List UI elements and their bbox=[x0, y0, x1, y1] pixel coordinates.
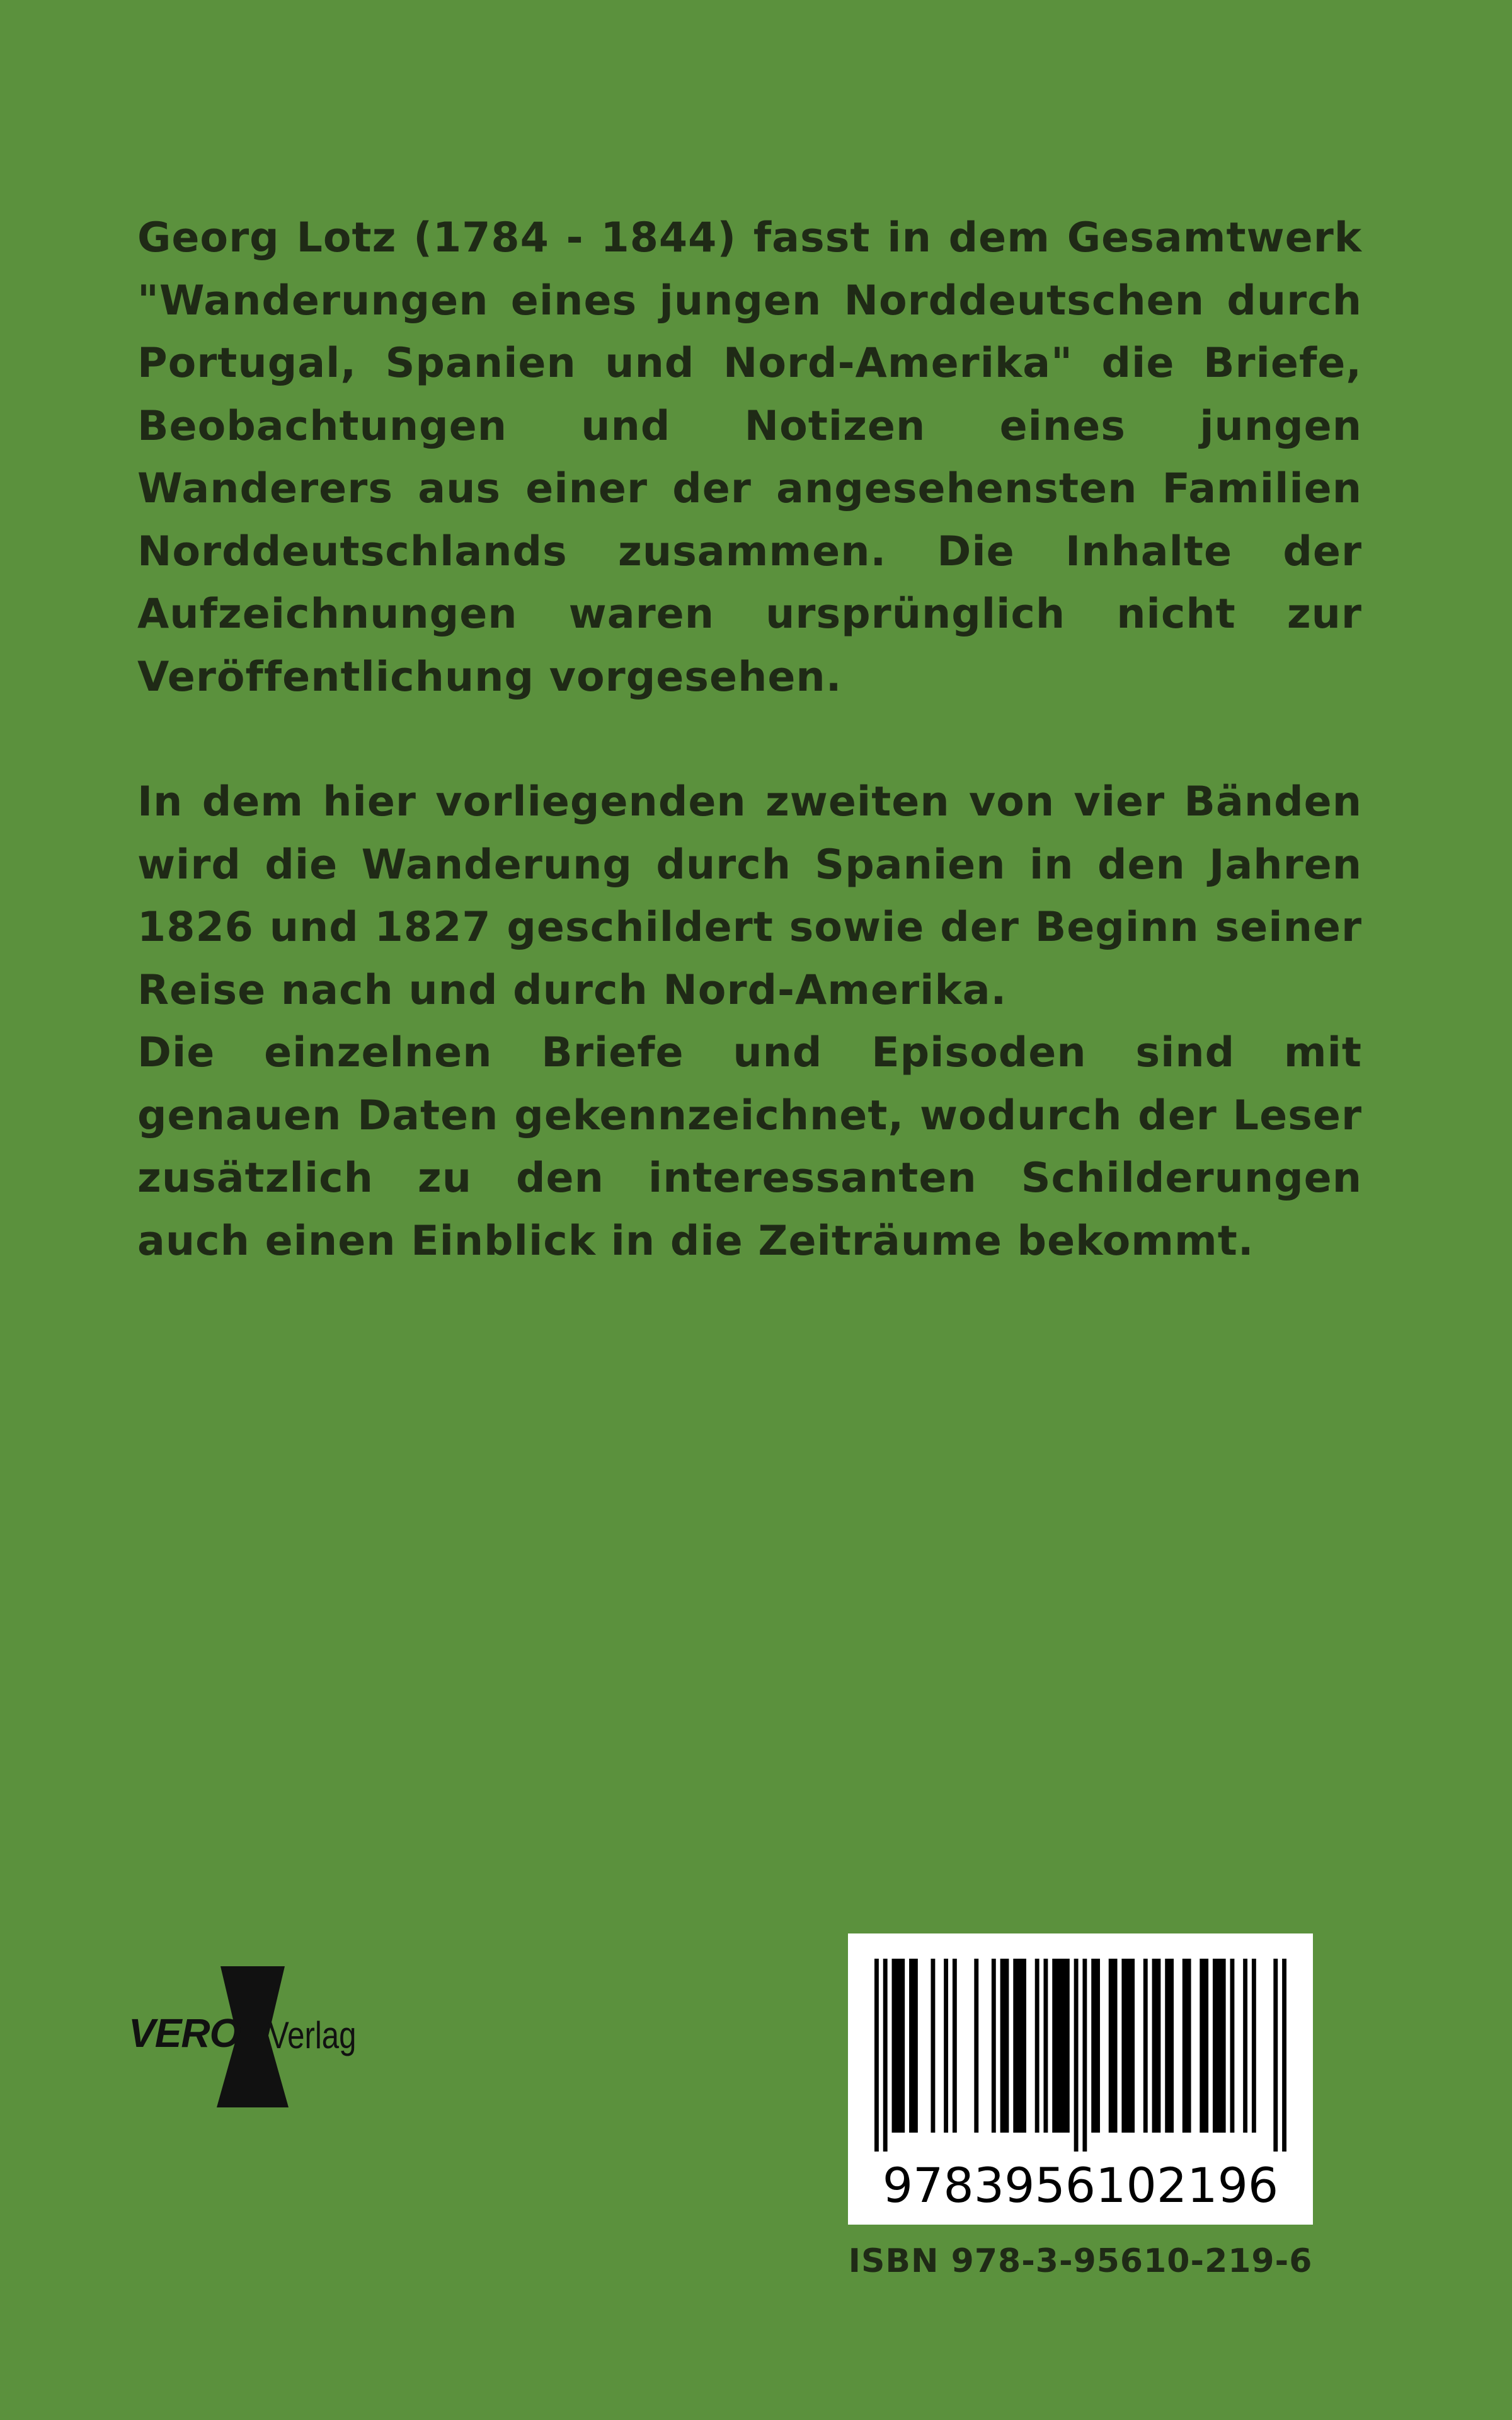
barcode-bar bbox=[1035, 1959, 1040, 2133]
barcode-bar bbox=[953, 1959, 957, 2133]
barcode-bar bbox=[944, 1959, 948, 2133]
logo-brand: VERO bbox=[129, 2010, 241, 2056]
barcode-bar bbox=[1152, 1959, 1161, 2133]
barcode-panel bbox=[848, 1933, 1313, 2225]
logo-suffix: Verlag bbox=[268, 2014, 357, 2056]
barcode-bar bbox=[1273, 1959, 1278, 2152]
blurb-text bbox=[137, 207, 1362, 1272]
publisher-logo bbox=[126, 1965, 378, 2110]
isbn-label: ISBN 978-3-95610-219-6 bbox=[848, 2242, 1313, 2280]
barcode-bar bbox=[1252, 1959, 1256, 2133]
barcode-bar bbox=[1183, 1959, 1191, 2133]
barcode-bar bbox=[974, 1959, 978, 2133]
barcode-bar bbox=[1074, 1959, 1079, 2152]
barcode-bar bbox=[1200, 1959, 1208, 2133]
barcode-bar bbox=[1213, 1959, 1226, 2133]
barcode-bar bbox=[1091, 1959, 1100, 2133]
barcode-bar bbox=[1000, 1959, 1009, 2133]
barcode-bar bbox=[874, 1959, 879, 2152]
barcode-bar bbox=[1243, 1959, 1247, 2133]
barcode-bar bbox=[1013, 1959, 1026, 2133]
barcode-bar bbox=[1121, 1959, 1135, 2133]
barcode-bar bbox=[931, 1959, 935, 2133]
barcode-bar bbox=[992, 1959, 996, 2133]
barcode-bar bbox=[1109, 1959, 1118, 2133]
barcode-digits: 9783956102196 bbox=[882, 2157, 1279, 2213]
barcode-bar bbox=[1052, 1959, 1070, 2133]
barcode-bar bbox=[1043, 1959, 1048, 2133]
barcode-bar bbox=[1165, 1959, 1174, 2133]
ean-barcode-icon bbox=[874, 1959, 1286, 2152]
blurb-paragraph-2: In dem hier vorliegenden zweiten von vier Bänden wird die Wanderung durch Spanien in den Jahren 1826 und 1827 geschildert sowie der Beginn seiner Reise nach und durch Nord-Amerika. bbox=[137, 778, 1362, 1014]
blurb-paragraph-1: Georg Lotz (1784 - 1844) fasst in dem Gesamtwerk "Wanderungen eines jungen Norddeutschen durch Portugal, Spanien und Nord-Amerika" die Briefe, Beobachtungen und Notizen eines jungen Wanderers aus einer der angesehensten Familien Norddeutschlands zusammen. Die Inhalte der Aufzeichnungen waren ursprünglich nicht zur Veröffentlichung vorgesehen. bbox=[137, 214, 1362, 701]
blurb-paragraph-3: Die einzelnen Briefe und Episoden sind mit genauen Daten gekennzeichnet, wodurch der Leser zusätzlich zu den interessanten Schilderungen auch einen Einblick in die Zeiträume bekommt. bbox=[137, 1029, 1362, 1265]
barcode-bar bbox=[1082, 1959, 1087, 2152]
barcode-bar bbox=[883, 1959, 888, 2152]
barcode-bar bbox=[909, 1959, 918, 2133]
barcode-bar bbox=[1282, 1959, 1286, 2152]
barcode-bar bbox=[892, 1959, 905, 2133]
barcode-bar bbox=[1230, 1959, 1235, 2133]
barcode-bar bbox=[1143, 1959, 1148, 2133]
